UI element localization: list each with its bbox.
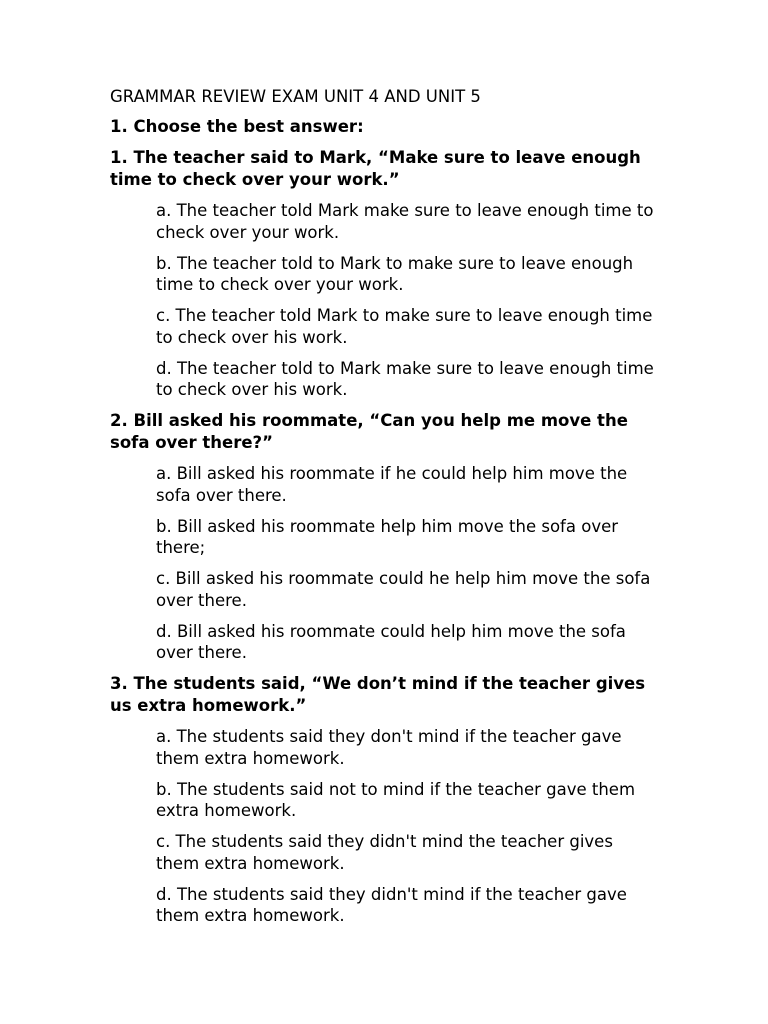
answer-option-a: a. The students said they don't mind if the teacher gave them extra homework. xyxy=(156,727,622,768)
document-title: GRAMMAR REVIEW EXAM UNIT 4 AND UNIT 5 xyxy=(110,87,481,106)
question-prompt: 3. The students said, “We don’t mind if the teacher gives us extra homework.” xyxy=(110,674,646,715)
answer-options xyxy=(110,463,655,664)
question-2 xyxy=(110,410,655,664)
question-prompt: 1. The teacher said to Mark, “Make sure to leave enough time to check over your work.” xyxy=(110,148,641,189)
question-1 xyxy=(110,147,655,401)
answer-option-d: d. The teacher told to Mark make sure to leave enough time to check over his work. xyxy=(156,358,654,399)
answer-options xyxy=(110,200,655,401)
answer-option-c: c. The teacher told Mark to make sure to leave enough time to check over his work. xyxy=(156,306,653,347)
answer-option-a: a. The teacher told Mark make sure to leave enough time to check over your work. xyxy=(156,201,654,242)
answer-option-a: a. Bill asked his roommate if he could help him move the sofa over there. xyxy=(156,464,628,505)
answer-option-c: c. Bill asked his roommate could he help him move the sofa over there. xyxy=(156,569,651,610)
answer-option-b: b. The teacher told to Mark to make sure to leave enough time to check over your work. xyxy=(156,253,634,294)
question-3 xyxy=(110,673,655,927)
question-prompt: 2. Bill asked his roommate, “Can you help me move the sofa over there?” xyxy=(110,411,628,452)
answer-options xyxy=(110,726,655,927)
answer-option-d: d. Bill asked his roommate could help him move the sofa over there. xyxy=(156,621,626,662)
section-heading: 1. Choose the best answer: xyxy=(110,117,364,136)
answer-option-b: b. The students said not to mind if the teacher gave them extra homework. xyxy=(156,779,636,820)
answer-option-d: d. The students said they didn't mind if the teacher gave them extra homework. xyxy=(156,884,627,925)
answer-option-c: c. The students said they didn't mind the teacher gives them extra homework. xyxy=(156,832,613,873)
answer-option-b: b. Bill asked his roommate help him move the sofa over there; xyxy=(156,516,619,557)
document-body xyxy=(110,86,655,936)
